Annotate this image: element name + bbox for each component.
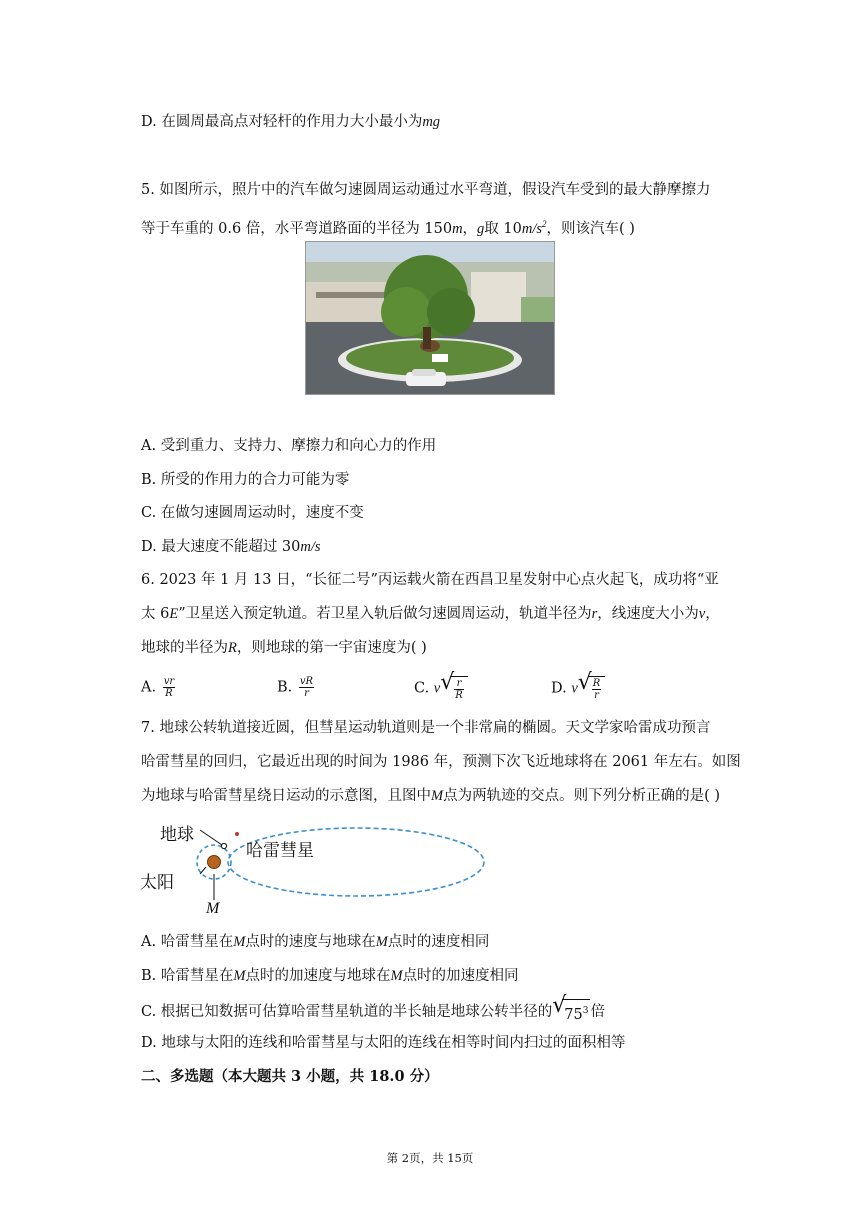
q6-option-c-sqrt: √ $\frac{r}{R}$	[440, 676, 468, 701]
q7-option-c-sqrt: √ $75^3$	[552, 999, 590, 1025]
q6-option-c: C. v √ $\frac{r}{R}$	[414, 676, 468, 701]
q7-option-c: C. 根据已知数据可估算哈雷彗星轨道的半长轴是地球公转半径的√ $75^3$ 倍	[141, 999, 605, 1025]
q7-option-b: B. 哈雷彗星在M点时的加速度与地球在M点时的加速度相同	[141, 968, 519, 984]
q4-option-d: D. 在圆周最高点对轻杆的作用力大小最小为mg	[141, 114, 441, 130]
label-earth: 地球	[160, 825, 194, 845]
orbit-diagram	[140, 812, 490, 922]
q5-option-b: B. 所受的作用力的合力可能为零	[141, 472, 350, 488]
q6-option-a-fraction: $\frac{vr}{R}$	[163, 676, 175, 699]
q5-stem-line1: 5. 如图所示，照片中的汽车做匀速圆周运动通过水平弯道，假设汽车受到的最大静摩擦力	[141, 182, 711, 198]
q7-stem-line3: 为地球与哈雷彗星绕日运动的示意图，且图中M点为两轨迹的交点。则下列分析正确的是( )	[141, 788, 721, 804]
q6-option-a: A. $\frac{vr}{R}$	[141, 676, 175, 699]
q6-option-b: B. $\frac{vR}{r}$	[277, 676, 314, 699]
q6-stem-line2: 太 6E”卫星送入预定轨道。若卫星入轨后做匀速圆周运动，轨道半径为r，线速度大小为v，	[141, 606, 720, 622]
sun-icon	[208, 856, 221, 869]
roundabout-photo-svg	[306, 242, 554, 394]
roundabout-photo	[305, 241, 555, 395]
q5-option-d: D. 最大速度不能超过 30m/s	[141, 539, 321, 555]
section-heading-multiple-choice: 二、多选题（本大题共 3 小题，共 18.0 分）	[141, 1068, 439, 1085]
q5-option-a: A. 受到重力、支持力、摩擦力和向心力的作用	[141, 438, 437, 454]
q7-option-a: A. 哈雷彗星在M点时的速度与地球在M点时的速度相同	[141, 934, 490, 950]
q6-stem-line3: 地球的半径为R，则地球的第一宇宙速度为( )	[141, 640, 427, 656]
label-comet: 哈雷彗星	[246, 841, 314, 861]
q6-option-d: D. v √ $\frac{R}{r}$	[551, 676, 605, 701]
q7-stem-line1: 7. 地球公转轨道接近圆，但彗星运动轨道则是一个非常扁的椭圆。天文学家哈雷成功预言	[141, 720, 711, 736]
label-m: M	[206, 900, 220, 917]
earth-icon	[221, 843, 226, 848]
q6-stem-line1: 6. 2023 年 1 月 13 日，“长征二号”丙运载火箭在西昌卫星发射中心点火起飞，成功将“亚	[141, 572, 719, 588]
label-sun: 太阳	[140, 873, 174, 893]
q5-stem-line2: 等于车重的 0.6 倍，水平弯道路面的半径为 150m，g取 $10m/s^2$，则该汽车( )	[141, 219, 635, 237]
comet-icon	[235, 832, 239, 836]
page-footer: 第 2页，共 15页	[386, 1151, 474, 1165]
q7-stem-line2: 哈雷彗星的回归，它最近出现的时间为 1986 年，预测下次飞近地球将在 2061 年左右。如图	[141, 754, 741, 770]
q5-option-c: C. 在做匀速圆周运动时，速度不变	[141, 505, 364, 521]
q6-option-b-fraction: $\frac{vR}{r}$	[299, 676, 314, 699]
q7-option-d: D. 地球与太阳的连线和哈雷彗星与太阳的连线在相等时间内扫过的面积相等	[141, 1035, 626, 1051]
q6-option-d-sqrt: √ $\frac{R}{r}$	[578, 676, 606, 701]
